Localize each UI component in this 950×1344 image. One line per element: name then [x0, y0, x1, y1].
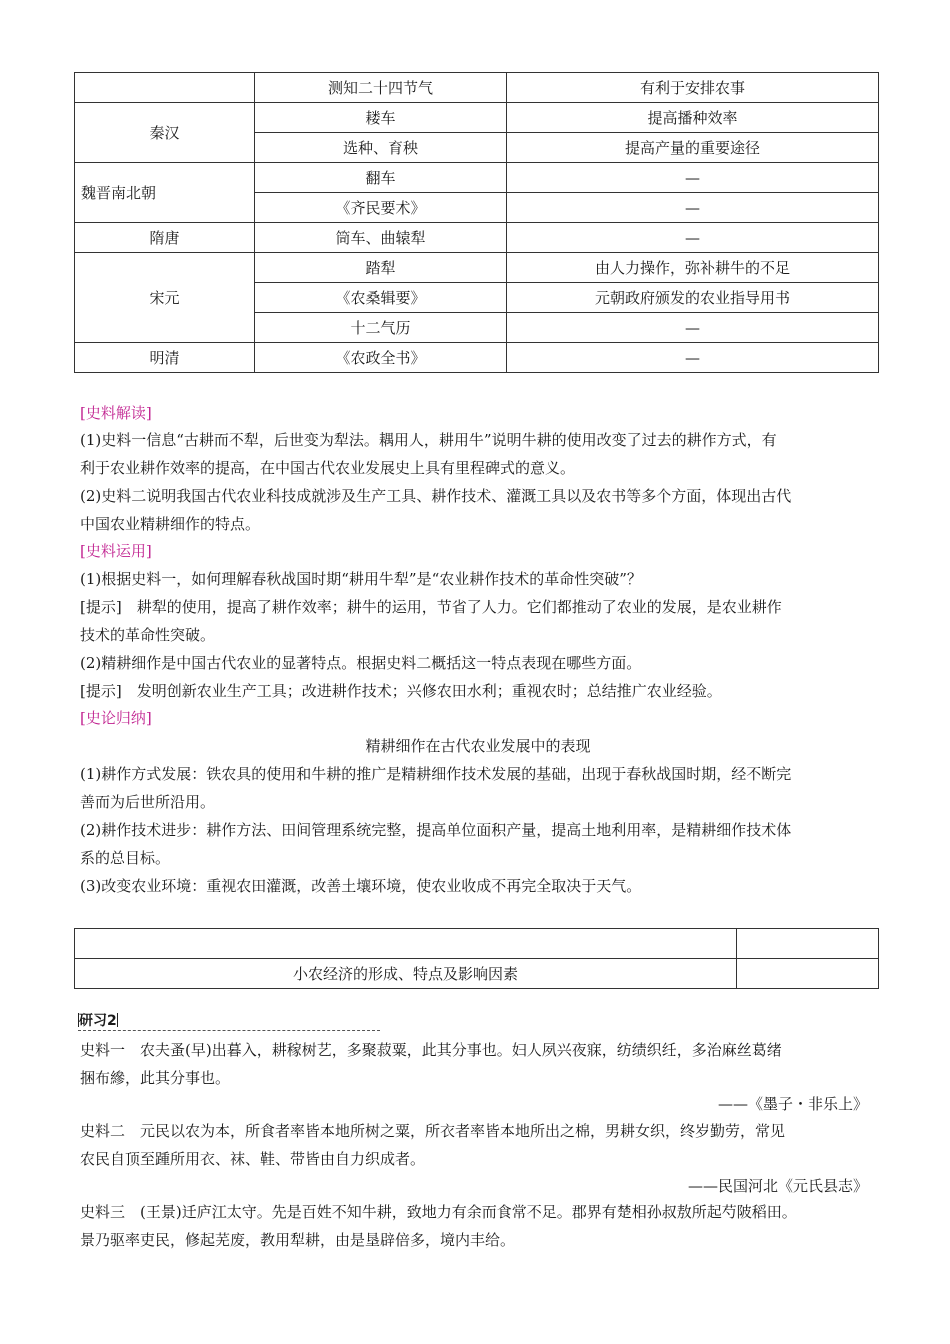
table-cell-item: 十二气历: [255, 313, 507, 343]
table-cell-item: 耧车: [255, 103, 507, 133]
table-cell-era: 魏晋南北朝: [75, 163, 255, 223]
source-line: 史料三 (王景)迁庐江太守。先是百姓不知牛耕，致地力有余而食常不足。郡界有楚相孙叔敖所起芍陂稻田。: [80, 1203, 797, 1221]
apply-line: [提示] 发明创新农业生产工具；改进耕作技术；兴修农田水利；重视农时；总结推广农业经验。: [80, 682, 722, 700]
table-cell-note: —: [507, 223, 879, 253]
table-cell-note: 元朝政府颁发的农业指导用书: [507, 283, 879, 313]
apply-line: [提示] 耕犁的使用，提高了耕作效率；耕牛的运用，节省了人力。它们都推动了农业的发展，是农业耕作: [80, 598, 782, 616]
table-cell-era: 隋唐: [75, 223, 255, 253]
table-row: [75, 253, 879, 283]
table-cell-note: —: [507, 313, 879, 343]
source-line: 农民自顶至踵所用衣、袜、鞋、带皆由自力织成者。: [80, 1150, 426, 1168]
source-line: 捆布縿，此其分事也。: [80, 1069, 231, 1087]
summary-line: (3)改变农业环境：重视农田灌溉，改善土壤环境，使农业收成不再完全取决于天气。: [80, 877, 642, 895]
summary-line: 善而为后世所沿用。: [80, 793, 216, 811]
table-cell-note: 提高产量的重要途径: [507, 133, 879, 163]
table-cell-note: —: [507, 193, 879, 223]
table-row: [75, 959, 879, 989]
study-label: [78, 1012, 118, 1030]
table-row: [75, 103, 879, 133]
table-row: [75, 929, 879, 959]
table-row: [75, 163, 879, 193]
interpret-line: 中国农业精耕细作的特点。: [80, 515, 261, 533]
apply-line: 技术的革命性突破。: [80, 626, 216, 644]
table-cell-note: 提高播种效率: [507, 103, 879, 133]
label-bar: [117, 1013, 118, 1027]
table-cell-era: 宋元: [75, 253, 255, 343]
table-cell-item: 筒车、曲辕犁: [255, 223, 507, 253]
table-cell-note: 有利于安排农事: [507, 73, 879, 103]
table-cell-item: 踏犁: [255, 253, 507, 283]
source-line: 史料二 元民以农为本，所食者率皆本地所树之粟，所衣者率皆本地所出之棉，男耕女织，终岁勤劳，常见: [80, 1122, 786, 1140]
source-attribution: ——《墨子・非乐上》: [717, 1095, 868, 1113]
table-cell-item: 《农桑辑要》: [255, 283, 507, 313]
table-cell-note: —: [507, 163, 879, 193]
summary-line: (1)耕作方式发展：铁农具的使用和牛耕的推广是精耕细作技术发展的基础，出现于春秋战国时期，经不断完: [80, 765, 792, 783]
table-cell-era: [75, 73, 255, 103]
topic-side-cell: [737, 959, 879, 989]
interpret-heading: [史料解读]: [80, 404, 152, 422]
source-attribution: ——民国河北《元氏县志》: [687, 1177, 868, 1195]
topic-cell: [75, 929, 737, 959]
source-line: 史料一 农夫蚤(早)出暮入，耕稼树艺，多聚菽粟，此其分事也。妇人夙兴夜寐，纺绩织纴，多治麻丝葛绪: [80, 1041, 782, 1059]
table-cell-item: 翻车: [255, 163, 507, 193]
summary-heading: [史论归纳]: [80, 709, 152, 727]
interpret-line: (1)史料一信息“古耕而不犁，后世变为犁法。耦用人，耕用牛”说明牛耕的使用改变了过去的耕作方式，有: [80, 431, 777, 449]
table-cell-item: 选种、育秧: [255, 133, 507, 163]
interpret-line: (2)史料二说明我国古代农业科技成就涉及生产工具、耕作技术、灌溉工具以及农书等多个方面，体现出古代: [80, 487, 792, 505]
apply-line: (2)精耕细作是中国古代农业的显著特点。根据史料二概括这一特点表现在哪些方面。: [80, 654, 642, 672]
apply-line: (1)根据史料一，如何理解春秋战国时期“耕用牛犁”是“农业耕作技术的革命性突破”？: [80, 570, 642, 588]
topic-side-cell: [737, 929, 879, 959]
summary-title: 精耕细作在古代农业发展中的表现: [365, 737, 591, 755]
source-line: 景乃驱率吏民，修起芜废，教用犁耕，由是垦辟倍多，境内丰给。: [80, 1231, 516, 1249]
table-row: [75, 223, 879, 253]
table-cell-era: 明清: [75, 343, 255, 373]
table-cell-item: 《齐民要术》: [255, 193, 507, 223]
dashed-divider: [78, 1030, 380, 1031]
apply-heading: [史料运用]: [80, 542, 152, 560]
table-cell-note: —: [507, 343, 879, 373]
agri-tech-table: [74, 72, 879, 373]
interpret-line: 利于农业耕作效率的提高，在中国古代农业发展史上具有里程碑式的意义。: [80, 459, 576, 477]
table-cell-note: 由人力操作，弥补耕牛的不足: [507, 253, 879, 283]
summary-line: (2)耕作技术进步：耕作方法、田间管理系统完整，提高单位面积产量，提高土地利用率，是精耕细作技术体: [80, 821, 792, 839]
table-cell-item: 测知二十四节气: [255, 73, 507, 103]
table-cell-era: 秦汉: [75, 103, 255, 163]
study-label-text: 研习2: [79, 1013, 117, 1029]
summary-line: 系的总目标。: [80, 849, 171, 867]
topic-title: 小农经济的形成、特点及影响因素: [75, 959, 737, 989]
topic-table: [74, 928, 879, 989]
table-cell-item: 《农政全书》: [255, 343, 507, 373]
table-row: [75, 73, 879, 103]
table-row: [75, 343, 879, 373]
